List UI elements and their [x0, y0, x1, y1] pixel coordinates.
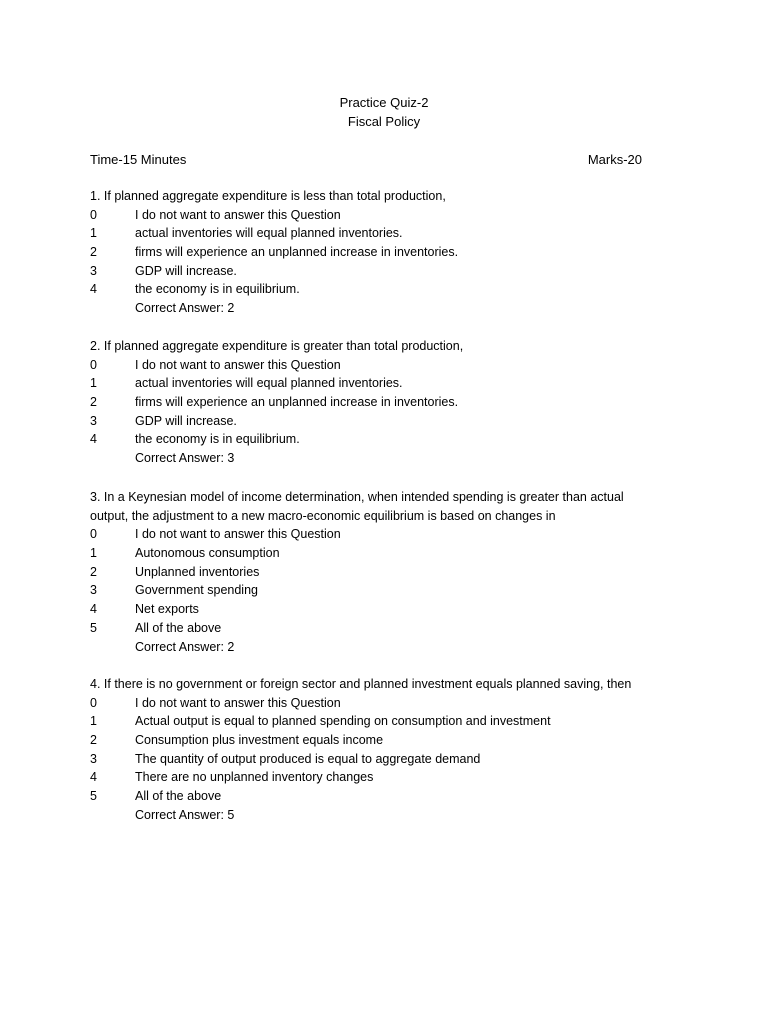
option-number: 3 [90, 263, 97, 278]
option-row [90, 712, 650, 731]
option-number: 1 [90, 226, 97, 241]
option-number: 0 [90, 695, 97, 710]
option-number: 0 [90, 207, 97, 222]
option-text: I do not want to answer this Question [135, 527, 341, 542]
option-text: Actual output is equal to planned spending on consumption and investment [135, 714, 551, 729]
option-text: All of the above [135, 789, 222, 804]
option-number: 2 [90, 564, 97, 579]
option-number: 2 [90, 733, 97, 748]
option-row [90, 262, 650, 281]
option-row [90, 787, 650, 806]
option-row [90, 280, 650, 299]
option-number: 1 [90, 546, 97, 561]
option-number: 3 [90, 583, 97, 598]
option-number: 2 [90, 245, 97, 260]
question-4 [90, 675, 650, 825]
correct-answer: Correct Answer: 2 [135, 639, 235, 654]
option-row [90, 206, 650, 225]
option-text: Consumption plus investment equals income [135, 733, 384, 748]
option-text: I do not want to answer this Question [135, 357, 341, 372]
option-text: I do not want to answer this Question [135, 207, 341, 222]
option-row [90, 750, 650, 769]
option-number: 3 [90, 413, 97, 428]
option-text: Net exports [135, 602, 199, 617]
option-text: The quantity of output produced is equal to aggregate demand [135, 751, 481, 766]
option-row [90, 430, 650, 449]
option-row [90, 393, 650, 412]
option-row [90, 525, 650, 544]
option-text: firms will experience an unplanned increase in inventories. [135, 395, 459, 410]
option-text: GDP will increase. [135, 263, 237, 278]
option-row [90, 544, 650, 563]
option-row [90, 374, 650, 393]
option-text: I do not want to answer this Question [135, 695, 341, 710]
option-number: 3 [90, 751, 97, 766]
option-text: There are no unplanned inventory changes [135, 770, 374, 785]
question-3 [90, 488, 650, 656]
document-title: Practice Quiz-2 [339, 95, 429, 110]
option-text: actual inventories will equal planned inventories. [135, 226, 403, 241]
option-row [90, 768, 650, 787]
title-block [0, 93, 768, 131]
question-2 [90, 337, 650, 468]
option-row [90, 581, 650, 600]
option-text: GDP will increase. [135, 413, 237, 428]
option-text: Government spending [135, 583, 258, 598]
time-limit: Time-15 Minutes [90, 152, 187, 167]
option-number: 4 [90, 770, 97, 785]
option-number: 0 [90, 357, 97, 372]
option-text: Autonomous consumption [135, 546, 280, 561]
option-row [90, 224, 650, 243]
correct-answer: Correct Answer: 2 [135, 301, 235, 316]
question-text: 4. If there is no government or foreign sector and planned investment equals planned saving, then [90, 677, 632, 691]
option-text: firms will experience an unplanned increase in inventories. [135, 245, 459, 260]
option-number: 5 [90, 620, 97, 635]
option-row [90, 563, 650, 582]
question-text: 1. If planned aggregate expenditure is less than total production, [90, 189, 446, 203]
option-number: 5 [90, 789, 97, 804]
correct-answer: Correct Answer: 3 [135, 451, 235, 466]
document-subtitle: Fiscal Policy [347, 114, 421, 129]
option-text: the economy is in equilibrium. [135, 282, 300, 297]
option-number: 4 [90, 602, 97, 617]
option-row [90, 694, 650, 713]
option-number: 2 [90, 395, 97, 410]
question-text: 2. If planned aggregate expenditure is greater than total production, [90, 339, 464, 353]
question-text: 3. In a Keynesian model of income determination, when intended spending is greater than actual output, the adjustment to a new macro-economic equilibrium is based on changes in [90, 490, 624, 523]
option-row [90, 412, 650, 431]
option-text: the economy is in equilibrium. [135, 432, 300, 447]
option-text: actual inventories will equal planned inventories. [135, 376, 403, 391]
option-row [90, 600, 650, 619]
option-text: All of the above [135, 620, 222, 635]
option-number: 4 [90, 282, 97, 297]
option-text: Unplanned inventories [135, 564, 260, 579]
correct-answer: Correct Answer: 5 [135, 807, 235, 822]
option-row [90, 619, 650, 638]
option-row [90, 356, 650, 375]
question-1 [90, 187, 650, 318]
option-number: 4 [90, 432, 97, 447]
option-row [90, 731, 650, 750]
option-row [90, 243, 650, 262]
option-number: 0 [90, 527, 97, 542]
option-number: 1 [90, 714, 97, 729]
option-number: 1 [90, 376, 97, 391]
total-marks: Marks-20 [587, 152, 642, 167]
